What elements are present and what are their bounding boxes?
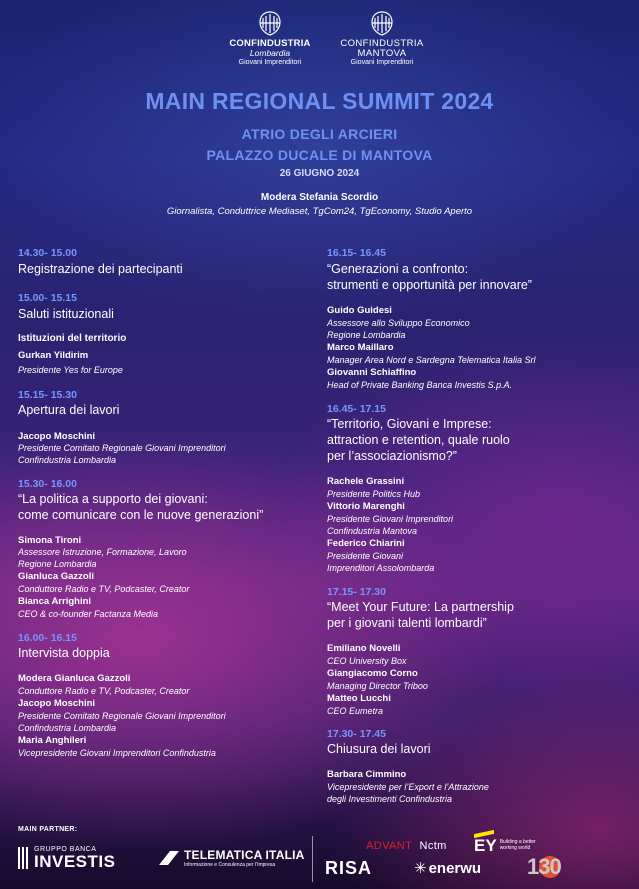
asterisk-icon: ✳ xyxy=(414,860,427,877)
session-title: per i giovani talenti lombardi” xyxy=(327,616,487,630)
speaker-role: Presidente Comitato Regionale Giovani Imprenditori xyxy=(18,711,226,721)
speaker-name: Vittorio Marenghi xyxy=(327,501,405,512)
session-title: Intervista doppia xyxy=(18,646,110,660)
session-title: strumenti e opportunità per innovare” xyxy=(327,278,532,292)
speaker-name: Guido Guidesi xyxy=(327,305,392,316)
enerwu-logo xyxy=(414,859,481,877)
session-title: “Generazioni a confronto: xyxy=(327,262,469,276)
session-title: come comunicare con le nuove generazioni” xyxy=(18,508,264,522)
ey-mark: EY xyxy=(474,836,497,855)
eagle-emblem-icon xyxy=(365,8,399,38)
speaker-role: Assessore Istruzione, Formazione, Lavoro xyxy=(18,547,187,557)
speaker-role: Confindustria Mantova xyxy=(327,526,418,536)
speaker-name: Maria Anghileri xyxy=(18,735,87,746)
speaker-name: Gianluca Gazzoli xyxy=(18,571,95,582)
session-title: Registrazione dei partecipanti xyxy=(18,262,183,276)
session-subheading: Istituzioni del territorio xyxy=(18,333,127,344)
speaker-role: Presidente Politics Hub xyxy=(327,489,421,499)
event-moderator-role: Giornalista, Conduttrice Mediaset, TgCom24, TgEconomy, Studio Aperto xyxy=(166,206,473,217)
logo-right-line2: MANTOVA xyxy=(357,48,407,59)
speaker-name: Bianca Arrighini xyxy=(18,596,92,607)
speaker-role: Head of Private Banking Banca Investis S.p.A. xyxy=(327,380,513,390)
speaker-role: Confindustria Lombardia xyxy=(18,455,117,465)
advant-text: ADVANT xyxy=(366,840,413,852)
session-title: Saluti istituzionali xyxy=(18,307,114,321)
session-time: 17.15- 17.30 xyxy=(327,586,386,598)
event-date: 26 GIUGNO 2024 xyxy=(279,168,360,179)
session-title: attraction e retention, quale ruolo xyxy=(327,433,510,447)
session-time: 16.00- 16.15 xyxy=(18,632,77,644)
investis-name: INVESTIS xyxy=(34,852,116,871)
speaker-role: Managing Director Triboo xyxy=(327,681,428,691)
speaker-role: Regione Lombardia xyxy=(18,559,97,569)
logo-left-line2: Lombardia xyxy=(249,48,291,58)
ey-logo xyxy=(474,832,546,854)
session-title: per l’associazionismo?” xyxy=(327,449,457,463)
session-time: 15.00- 15.15 xyxy=(18,292,77,304)
speaker-role: Presidente Giovani Imprenditori xyxy=(327,514,454,524)
investis-top-text: GRUPPO BANCA xyxy=(34,846,97,853)
speaker-role: Conduttore Radio e TV, Podcaster, Creator xyxy=(18,686,190,696)
venue-line-2: PALAZZO DUCALE DI MANTOVA xyxy=(206,147,433,163)
speaker-name: Matteo Lucchi xyxy=(327,693,391,704)
session-time: 15.15- 15.30 xyxy=(18,389,77,401)
speaker-role: Presidente Comitato Regionale Giovani Imprenditori xyxy=(18,443,226,453)
speaker-role: CEO & co-founder Factanza Media xyxy=(18,609,159,619)
speaker-name: Barbara Cimmino xyxy=(327,769,407,780)
speaker-role: Presidente Giovani xyxy=(327,551,404,561)
session-title: “Meet Your Future: La partnership xyxy=(327,600,514,614)
investis-logo xyxy=(18,846,115,870)
speaker-name: Federico Chiarini xyxy=(327,538,405,549)
logo-left-line1: CONFINDUSTRIA xyxy=(229,38,311,49)
speaker-role: Assessore allo Sviluppo Economico xyxy=(327,318,470,328)
speaker-name: Giangiacomo Corno xyxy=(327,668,418,679)
speaker-name: Gurkan Yildirim xyxy=(18,350,89,361)
telematica-swoosh-icon xyxy=(158,849,180,867)
speaker-name: Giovanni Schiaffino xyxy=(327,367,417,378)
confindustria-lombardia-logo xyxy=(222,8,318,67)
session-title: Chiusura dei lavori xyxy=(327,742,431,756)
speaker-role: Manager Area Nord e Sardegna Telematica Italia Srl xyxy=(327,355,536,365)
session-title: “La politica a supporto dei giovani: xyxy=(18,492,208,506)
speaker-name: Marco Maillaro xyxy=(327,342,394,353)
session-time: 16.45- 17.15 xyxy=(327,403,386,415)
speaker-role: Vicepresidente Giovani Imprenditori Confindustria xyxy=(18,748,216,758)
anniversary-130-logo xyxy=(527,854,567,880)
session-title: Apertura dei lavori xyxy=(18,403,120,417)
speaker-role: CEO Eumetra xyxy=(327,706,384,716)
investis-bars-icon xyxy=(18,847,28,869)
anniversary-number: 130 xyxy=(527,854,561,879)
enerwu-text: enerwu xyxy=(428,859,482,877)
confindustria-mantova-logo xyxy=(340,8,424,67)
speaker-role: Presidente Yes for Europe xyxy=(18,365,123,375)
ey-tagline: Building a better working world xyxy=(499,839,536,851)
speaker-name: Jacopo Moschini xyxy=(18,698,96,709)
risa-logo: RISA xyxy=(325,858,373,878)
event-title: MAIN REGIONAL SUMMIT 2024 xyxy=(145,88,494,114)
telematica-name: TELEMATICA ITALIA xyxy=(184,848,305,862)
telematica-tagline: Informazione e Consulenza per l’Impresa xyxy=(184,862,276,868)
speaker-role: degli Investimenti Confindustria xyxy=(327,794,453,804)
speaker-name: Jacopo Moschini xyxy=(18,431,96,442)
footer-divider xyxy=(312,836,313,882)
logo-right-line1: CONFINDUSTRIA xyxy=(340,38,424,49)
speaker-role: Confindustria Lombardia xyxy=(18,723,117,733)
speaker-name: Modera Gianluca Gazzoli xyxy=(18,673,131,684)
advant-nctm-logo xyxy=(366,840,447,852)
speaker-name: Simona Tironi xyxy=(18,535,82,546)
speaker-name: Emiliano Novelli xyxy=(327,643,401,654)
speaker-role: Imprenditori Assolombarda xyxy=(327,563,435,573)
logo-right-line3: Giovani Imprenditori xyxy=(350,59,414,66)
session-time: 14.30- 15.00 xyxy=(18,247,77,259)
session-time: 17.30- 17.45 xyxy=(327,728,386,740)
venue-line-1: ATRIO DEGLI ARCIERI xyxy=(241,126,398,142)
speaker-role: Vicepresidente per l’Export e l’Attrazione xyxy=(327,782,489,792)
speaker-role: Regione Lombardia xyxy=(327,330,406,340)
nctm-text: Nctm xyxy=(419,840,447,852)
logo-left-line3: Giovani Imprenditori xyxy=(238,59,302,66)
speaker-role: Conduttore Radio e TV, Podcaster, Creator xyxy=(18,584,190,594)
main-partner-label: MAIN PARTNER: xyxy=(18,826,78,833)
eagle-emblem-icon xyxy=(253,8,287,38)
session-time: 16.15- 16.45 xyxy=(327,247,386,259)
session-time: 15.30- 16.00 xyxy=(18,478,77,490)
speaker-role: CEO University Box xyxy=(327,656,407,666)
speaker-name: Rachele Grassini xyxy=(327,476,405,487)
event-moderator: Modera Stefania Scordio xyxy=(260,192,379,203)
session-title: “Territorio, Giovani e Imprese: xyxy=(327,417,492,431)
telematica-italia-logo xyxy=(158,848,305,868)
